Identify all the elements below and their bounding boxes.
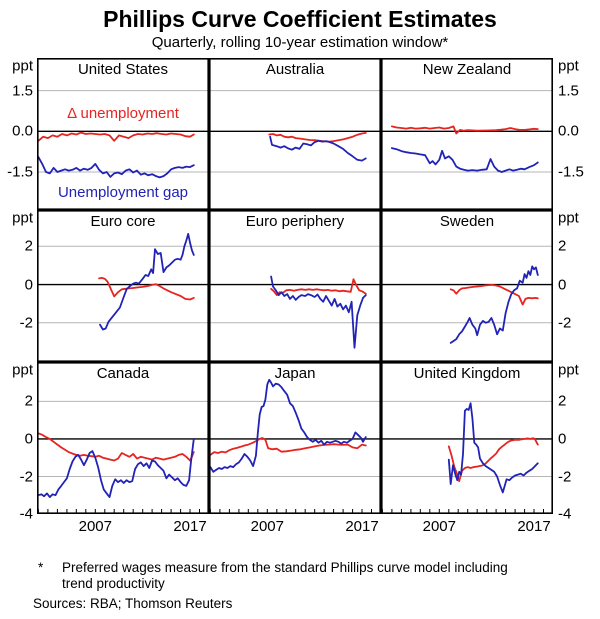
x-axis-year-label: 2017 [345,518,379,535]
y-axis-tick-label: -1.5 [558,163,584,181]
y-axis-tick-label: 0.0 [12,122,33,140]
sources-line: Sources: RBA; Thomson Reuters [33,596,233,611]
y-axis-tick-label: 1.5 [12,82,33,100]
ppt-unit-label: ppt [558,209,579,227]
series-blue-line [270,137,366,161]
y-axis-tick-label: 0 [558,276,567,294]
panel-united-states [37,58,209,210]
panel-title: United States [77,61,169,78]
panel-title: Australia [265,61,325,78]
y-axis-tick-label: -1.5 [7,163,33,181]
y-axis-tick-label: -2 [19,314,33,332]
series-blue-line [100,234,194,330]
y-axis-tick-label: 0.0 [558,122,579,140]
panel-canada [37,362,209,514]
series-red-line [210,438,365,455]
y-axis-tick-label: 2 [24,392,33,410]
ppt-unit-label: ppt [558,361,579,379]
panel-canvas [209,58,381,210]
y-axis-tick-label: -2 [558,468,572,485]
footnote-marker: * [38,560,44,575]
series-blue-line [38,157,193,177]
panel-title: Sweden [439,213,495,230]
chart-subtitle: Quarterly, rolling 10-year estimation window* [151,34,449,51]
y-axis-tick-label: 2 [558,392,567,410]
panel-euro-periphery [209,210,381,362]
panel-title: Japan [274,365,316,382]
series-red-line [451,285,538,305]
series-blue-line [392,148,538,172]
x-axis-year-label: 2007 [250,518,284,535]
series-red-line [38,433,193,460]
x-axis-year-label: 2007 [422,518,456,535]
panel-canvas [209,210,381,362]
y-axis-tick-label: 0 [24,430,33,448]
y-axis-tick-label: 0 [558,430,567,448]
ppt-unit-label: ppt [12,209,33,227]
y-axis-tick-label: 0 [24,276,33,294]
ppt-unit-label: ppt [558,57,579,75]
x-axis-year-label: 2017 [517,518,551,535]
series-red-line [271,279,366,295]
panel-japan [209,362,381,514]
x-axis-year-label: 2017 [173,518,207,535]
y-axis-tick-label: -2 [19,468,33,485]
panel-title: New Zealand [422,61,512,78]
panel-title: United Kingdom [413,365,521,382]
panel-canvas [381,210,553,362]
series-red-line [38,133,193,141]
panel-new-zealand [381,58,553,210]
panel-australia [209,58,381,210]
footnote-text: Preferred wages measure from the standard Phillips curve model including trend productivity [62,560,508,591]
y-axis-tick-label: 1.5 [558,82,579,100]
y-axis-tick-label: 2 [558,237,567,255]
x-axis-year-label: 2007 [78,518,112,535]
panel-canvas [37,362,209,514]
legend-delta-unemployment: Δ unemployment [67,105,179,122]
panel-canvas [381,362,553,514]
y-axis-tick-label: -4 [19,505,33,523]
panel-title: Euro core [90,213,156,230]
panel-title: Canada [96,365,150,382]
panel-canvas [209,362,381,514]
panel-euro-core [37,210,209,362]
panel-title: Euro periphery [245,213,345,230]
y-axis-tick-label: -4 [558,505,572,523]
ppt-unit-label: ppt [12,57,33,75]
ppt-unit-label: ppt [12,361,33,379]
panel-united-kingdom [381,362,553,514]
y-axis-tick-label: 2 [24,237,33,255]
plot-region [37,58,553,514]
panel-canvas [381,58,553,210]
panel-canvas [37,210,209,362]
legend-unemployment-gap: Unemployment gap [57,184,189,201]
series-blue-line [451,266,538,343]
series-blue-line [210,380,365,472]
y-axis-tick-label: -2 [558,314,572,332]
series-blue-line [449,403,538,492]
series-red-line [99,278,194,300]
series-red-line [392,126,538,133]
chart-title: Phillips Curve Coefficient Estimates [103,6,497,32]
panel-sweden [381,210,553,362]
